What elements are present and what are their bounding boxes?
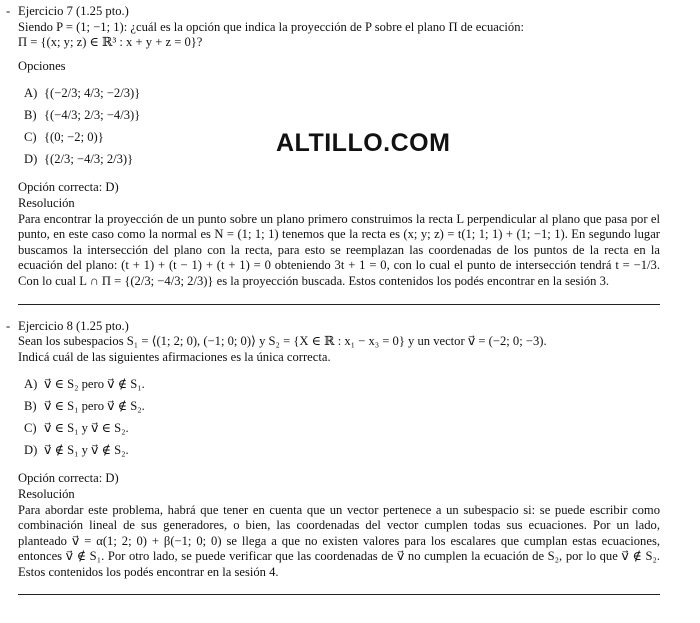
option-a xyxy=(24,82,660,104)
resolution-label: Resolución xyxy=(18,195,75,210)
option-text: v⃗ ∈ S₁ pero v⃗ ∉ S₂. xyxy=(44,398,145,413)
exercise-8-heading xyxy=(6,319,660,335)
option-text: {(−2/3; 4/3; −2/3)} xyxy=(44,85,141,100)
option-letter: D) xyxy=(24,442,38,457)
option-b xyxy=(24,104,660,126)
options-label: Opciones xyxy=(18,58,66,73)
exercise-8 xyxy=(6,319,660,596)
option-b xyxy=(24,395,660,417)
exam-page xyxy=(6,0,660,609)
exercise-8-title: Ejercicio 8 (1.25 pto.) xyxy=(18,318,129,333)
exercise-7-statement-line-1: Siendo P = (1; −1; 1): ¿cuál es la opción que indica la proyección de P sobre el plano Π de ecuación: xyxy=(18,19,525,34)
exercise-8-options xyxy=(24,373,660,461)
exercise-8-statement xyxy=(18,334,660,365)
exercise-7-options xyxy=(24,82,660,170)
option-a xyxy=(24,373,660,395)
option-letter: A) xyxy=(24,376,38,391)
exercise-7-statement xyxy=(18,20,660,51)
exercise-8-statement-line-1: Sean los subespacios S₁ = ⟨(1; 2; 0), (−1; 0; 0)⟩ y S₂ = {X ∈ ℝ : x₁ − x₃ = 0} y un vector v⃗ = (−2; 0; −3). xyxy=(18,334,547,349)
exercise-7-heading xyxy=(6,4,660,20)
option-text: v⃗ ∉ S₁ y v⃗ ∉ S₂. xyxy=(44,442,129,457)
correct-answer: Opción correcta: D) xyxy=(18,180,119,195)
correct-answer: Opción correcta: D) xyxy=(18,471,119,486)
resolution-text: Para encontrar la proyección de un punto sobre un plano primero construimos la recta L perpendicular al plano que pasa por el punto, en este caso como la normal es N = (1; 1; 1) tenemos que la recta es (x; y; z) = t(1; 1; 1) + (1; −1; 1). En segundo lugar buscamos la intersección del plano con la recta, para esto se reemplazan las coordenadas de los puntos de la recta en la ecuación del plano: (t + 1) + (t − 1) + (t + 1) = 0 obteniendo 3t + 1 = 0, con lo cual el punto de intersección tendrá t = −1/3. Con lo cual L ∩ Π = {(2/3; −4/3; 2/3)} es la proyección buscada. Estos contenidos los podés encontrar en la sesión 3. xyxy=(18,211,660,288)
section-divider xyxy=(18,594,660,595)
option-text: v⃗ ∈ S₁ y v⃗ ∈ S₂. xyxy=(44,420,129,435)
option-text: {(−4/3; 2/3; −4/3)} xyxy=(44,107,141,122)
option-text: v⃗ ∈ S₂ pero v⃗ ∉ S₁. xyxy=(44,376,145,391)
section-divider xyxy=(18,304,660,305)
option-text: {(2/3; −4/3; 2/3)} xyxy=(44,151,134,166)
option-letter: B) xyxy=(24,398,37,413)
option-letter: D) xyxy=(24,151,38,166)
option-letter: A) xyxy=(24,85,38,100)
resolution-text: Para abordar este problema, habrá que tener en cuenta que un vector pertenece a un subespacio si: se puede escribir como combinación lineal de sus generadores, o bien, las coordenadas del vector cumplen todas sus ecuaciones. Por un lado, planteado v⃗ = α(1; 2; 0) + β(−1; 0; 0) se llega a que no existen valores para los escalares que cumplan estas ecuaciones, entonces v⃗ ∉ S₁. Por otro lado, se puede verificar que las coordenadas de v⃗ no cumplen la ecuación de S₂, por lo que v⃗ ∉ S₂. Estos contenidos los podés encontrar en la sesión 4. xyxy=(18,502,660,579)
exercise-7-title: Ejercicio 7 (1.25 pto.) xyxy=(18,4,129,18)
watermark-logo: ALTILLO.COM xyxy=(276,129,451,157)
list-dash: - xyxy=(6,4,11,18)
option-letter: C) xyxy=(24,129,37,144)
list-dash: - xyxy=(6,318,11,333)
option-text: {(0; −2; 0)} xyxy=(44,129,104,144)
option-letter: B) xyxy=(24,107,37,122)
option-letter: C) xyxy=(24,420,37,435)
exercise-7-statement-line-2: Π = {(x; y; z) ∈ ℝ³ : x + y + z = 0}? xyxy=(18,35,203,50)
exercise-8-statement-line-2: Indicá cuál de las siguientes afirmaciones es la única correcta. xyxy=(18,349,331,364)
resolution-label: Resolución xyxy=(18,486,75,501)
option-d xyxy=(24,439,660,461)
option-c xyxy=(24,417,660,439)
